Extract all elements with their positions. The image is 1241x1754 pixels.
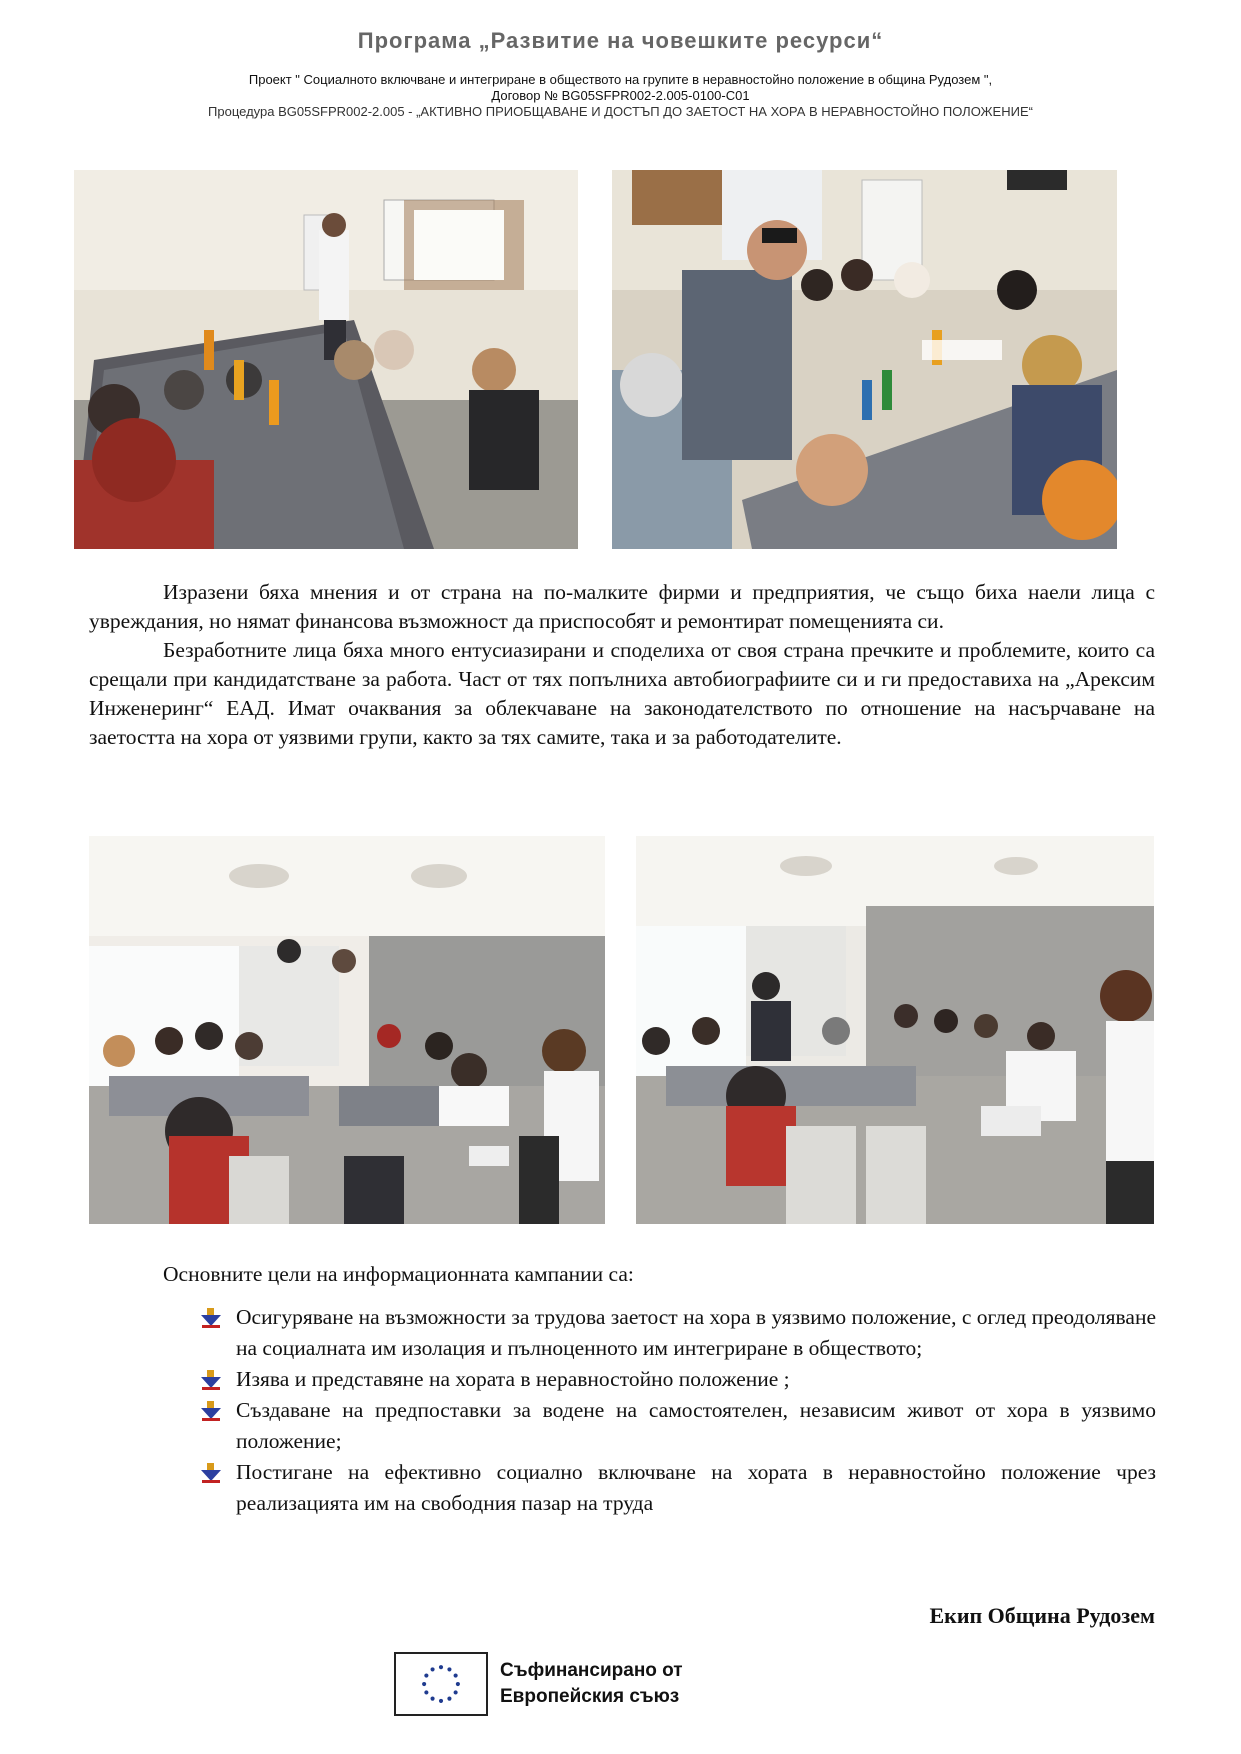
arrow-down-icon [200, 1463, 222, 1483]
list-item [200, 1364, 1156, 1395]
goal-text: Осигуряване на възможности за трудова заетост на хора в уязвимо положение, с оглед преодоляване на социалната им изолация и пълноценното им интегриране в обществото; [236, 1305, 1156, 1360]
list-item [200, 1457, 1156, 1519]
goals-list [200, 1302, 1156, 1519]
procedure-line: Процедура BG05SFPR002-2.005 - „АКТИВНО ПРИОБЩАВАНЕ И ДОСТЪП ДО ЗАЕТОСТ НА ХОРА В НЕРАВНОСТОЙНО ПОЛОЖЕНИЕ“ [208, 104, 1033, 119]
event-photo-2 [612, 170, 1117, 549]
goal-text: Изява и представяне на хората в неравностойно положение ; [236, 1367, 790, 1391]
project-line: Проект " Социалното включване и интегриране в обществото на групите в неравностойно положение в община Рудозем ", [248, 72, 993, 87]
paragraph-1: Изразени бяха мнения и от страна на по-малките фирми и предприятия, че също биха наели лица с увреждания, но нямат финансова възможност да приспособят и ремонтират помещенията си. [89, 580, 1155, 633]
arrow-down-icon [200, 1308, 222, 1328]
eu-stars-icon [396, 1654, 486, 1714]
program-title: Програма „Развитие на човешките ресурси“ [357, 28, 884, 53]
cofunded-line-2: Европейския съюз [500, 1686, 680, 1707]
cofunded-line-1: Съфинансирано от [500, 1660, 683, 1681]
signature: Екип Община Рудозем [929, 1603, 1155, 1628]
main-text [89, 578, 1155, 752]
arrow-down-icon [200, 1370, 222, 1390]
event-photo-4 [636, 836, 1154, 1224]
list-item [200, 1302, 1156, 1364]
arrow-down-icon [200, 1401, 222, 1421]
list-item [200, 1395, 1156, 1457]
eu-flag-icon [394, 1652, 488, 1716]
goals-intro: Основните цели на информационната кампании са: [163, 1262, 634, 1286]
event-photo-1 [74, 170, 578, 549]
goal-text: Постигане на ефективно социално включване на хората в неравностойно положение чрез реализацията им на свободния пазар на труда [236, 1460, 1156, 1515]
event-photo-3 [89, 836, 605, 1224]
contract-line: Договор № BG05SFPR002-2.005-0100-C01 [491, 88, 750, 103]
goal-text: Създаване на предпоставки за водене на самостоятелен, независим живот от хора в уязвимо положение; [236, 1398, 1156, 1453]
paragraph-2: Безработните лица бяха много ентусиазирани и споделиха от своя страна пречките и проблемите, които са срещали при кандидатстване за работа. Част от тях попълниха автобиографиите си и ги предоставиха на „Арексим Инженеринг“ ЕАД. Имат очаквания за облекчаване на законодателството по отношение на насърчаване на заетостта на хора от уязвими групи, както за тях самите, така и за работодателите. [89, 638, 1155, 749]
